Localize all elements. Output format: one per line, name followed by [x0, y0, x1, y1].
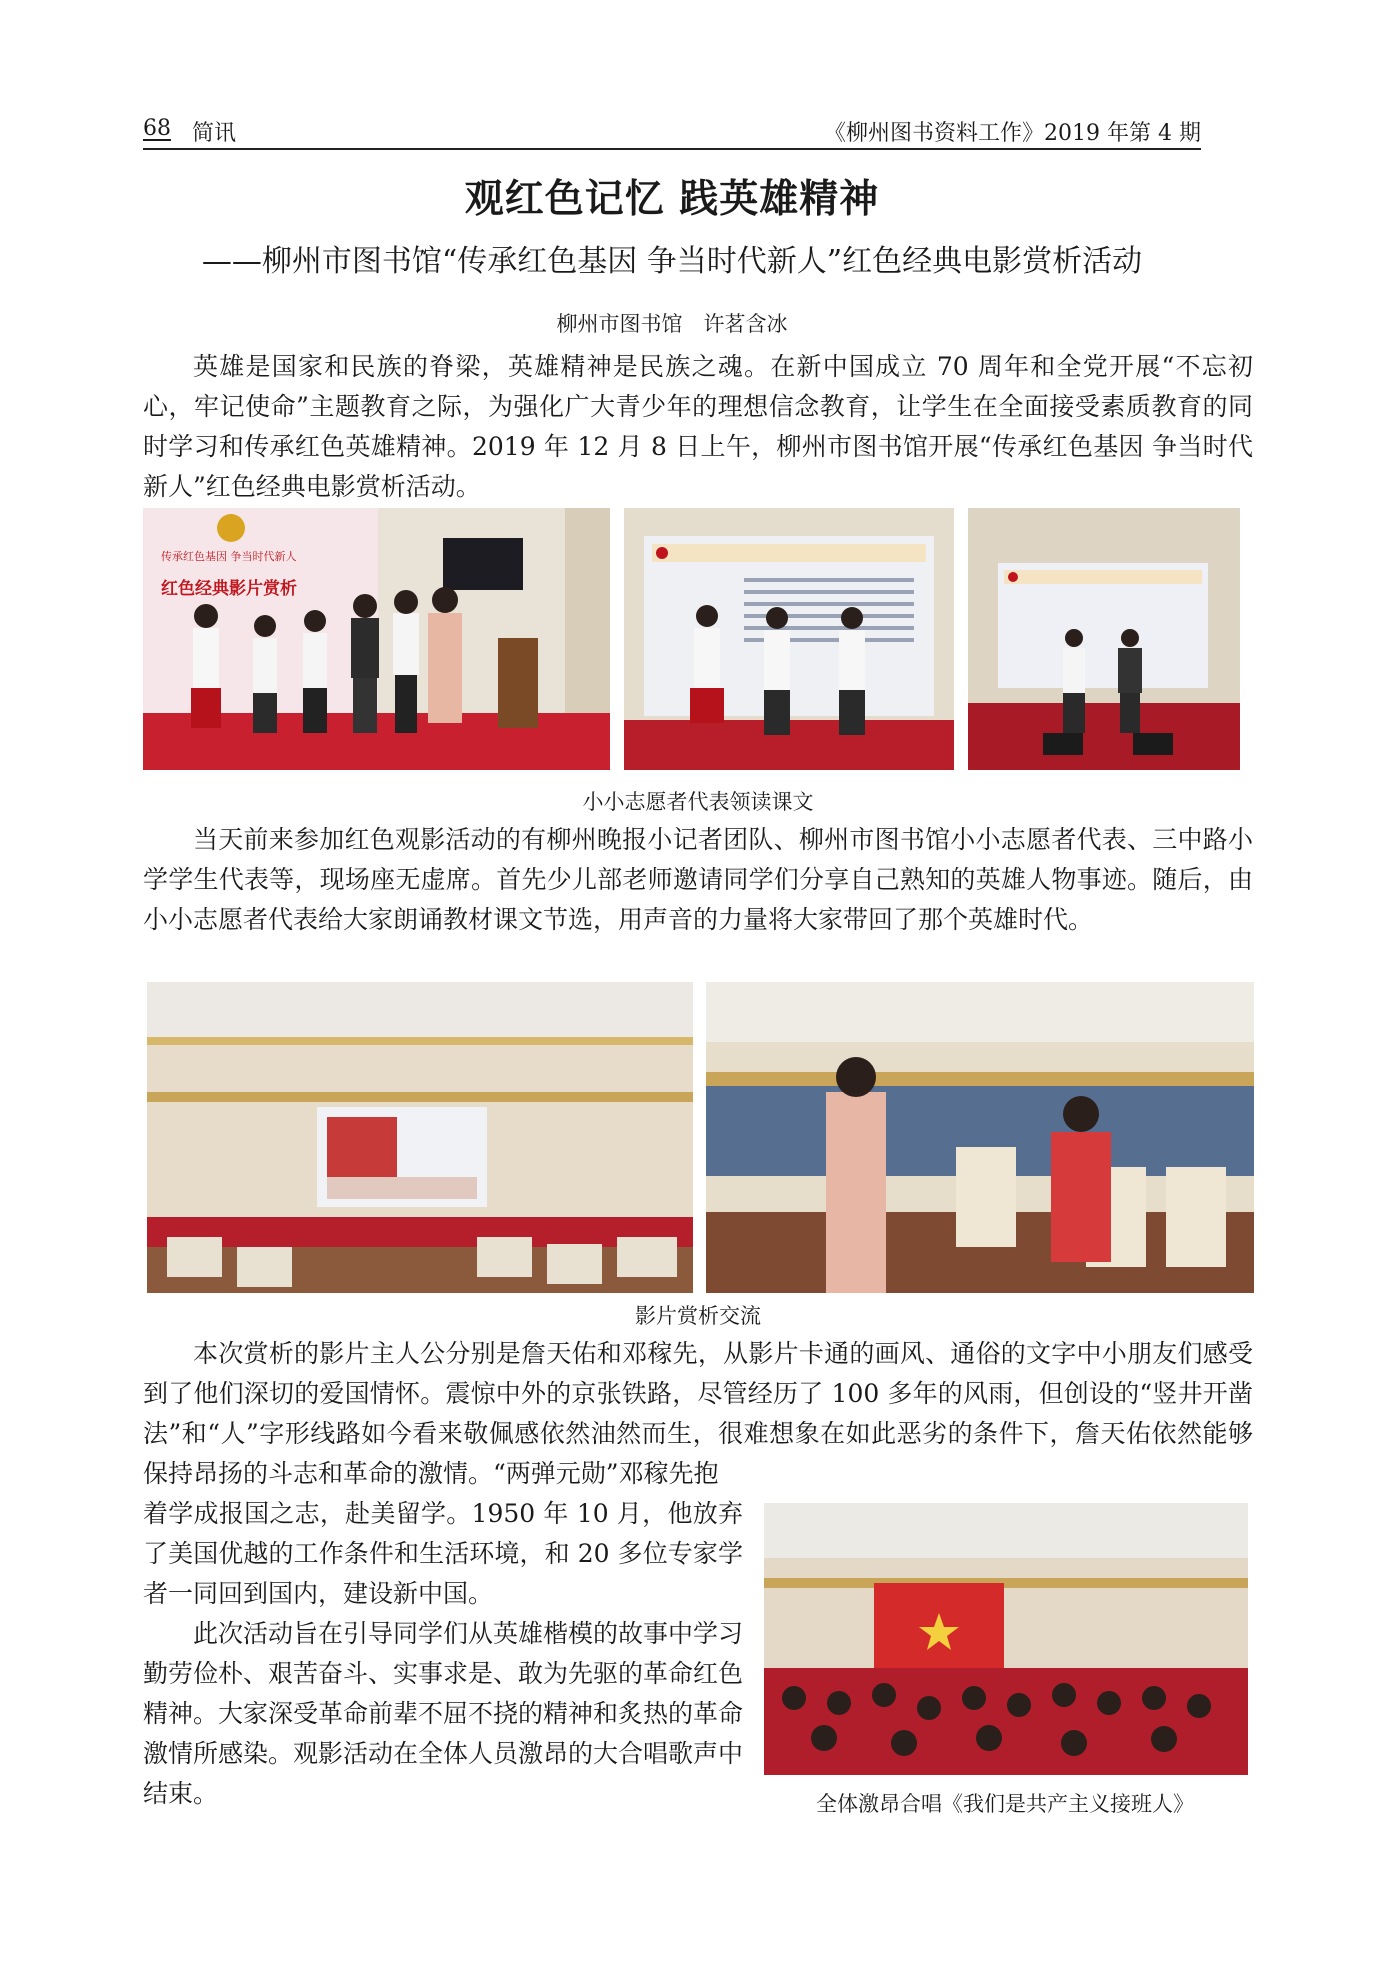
caption-film-discussion: 影片赏析交流 [635, 1304, 761, 1328]
header-rule [143, 148, 1201, 150]
photo-volunteers-reading-2 [624, 508, 954, 770]
paragraph-4: 此次活动旨在引导同学们从英雄楷模的故事中学习勤劳俭朴、艰苦奋斗、实事求是、敢为先驱的革命红色精神。大家深受革命前辈不屈不挠的精神和炙热的革命激情所感染。观影活动在全体人员激昂的大合唱歌声中结束。 [143, 1619, 744, 1808]
paragraph-3: 本次赏析的影片主人公分别是詹天佑和邓稼先，从影片卡通的画风、通俗的文字中小朋友们感受到了他们深切的爱国情怀。震惊中外的京张铁路，尽管经历了 100 多年的风雨，但创设的“竖井开凿法”和“人”字形线路如今看来敬佩感依然油然而生，很难想象在如此恶劣的条件下，詹天佑依然能够保持昂扬的斗志和革命的激情。“两弹元勋”邓稼先抱 [143, 1339, 1253, 1488]
section-label: 简讯 [192, 121, 237, 146]
article-title: 观红色记忆 践英雄精神 [464, 177, 880, 222]
photo-volunteers-reading-3 [968, 508, 1240, 770]
caption-volunteers-reading: 小小志愿者代表领读课文 [582, 790, 814, 814]
banner-line-2: 红色经典影片赏析 [161, 579, 297, 599]
photo-discussion [706, 982, 1254, 1293]
photo-volunteers-reading-1 [143, 508, 610, 770]
journal-issue: 《柳州图书资料工作》2019 年第 4 期 [824, 121, 1201, 146]
paragraph-3-continued: 着学成报国之志，赴美留学。1950 年 10 月，他放弃了美国优越的工作条件和生活环境，和 20 多位专家学者一同回到国内，建设新中国。 [143, 1499, 743, 1608]
caption-group-chorus: 全体激昂合唱《我们是共产主义接班人》 [816, 1792, 1194, 1816]
photo-group-chorus [764, 1503, 1248, 1775]
photo-screening-hall [147, 982, 693, 1293]
paragraph-2: 当天前来参加红色观影活动的有柳州晚报小记者团队、柳州市图书馆小小志愿者代表、三中路小学学生代表等，现场座无虚席。首先少儿部老师邀请同学们分享自己熟知的英雄人物事迹。随后，由小小志愿者代表给大家朗诵教材课文节选，用声音的力量将大家带回了那个英雄时代。 [143, 825, 1253, 934]
article-byline: 柳州市图书馆 许茗含冰 [556, 312, 788, 336]
banner-line-1: 传承红色基因 争当时代新人 [161, 550, 297, 563]
page-number: 68 [143, 116, 171, 141]
article-subtitle: ——柳州市图书馆“传承红色基因 争当时代新人”红色经典电影赏析活动 [201, 244, 1143, 279]
paragraph-1: 英雄是国家和民族的脊梁，英雄精神是民族之魂。在新中国成立 70 周年和全党开展“不忘初心，牢记使命”主题教育之际，为强化广大青少年的理想信念教育，让学生在全面接受素质教育的同时学习和传承红色英雄精神。2019 年 12 月 8 日上午，柳州市图书馆开展“传承红色基因 争当时代新人”红色经典电影赏析活动。 [143, 352, 1253, 501]
